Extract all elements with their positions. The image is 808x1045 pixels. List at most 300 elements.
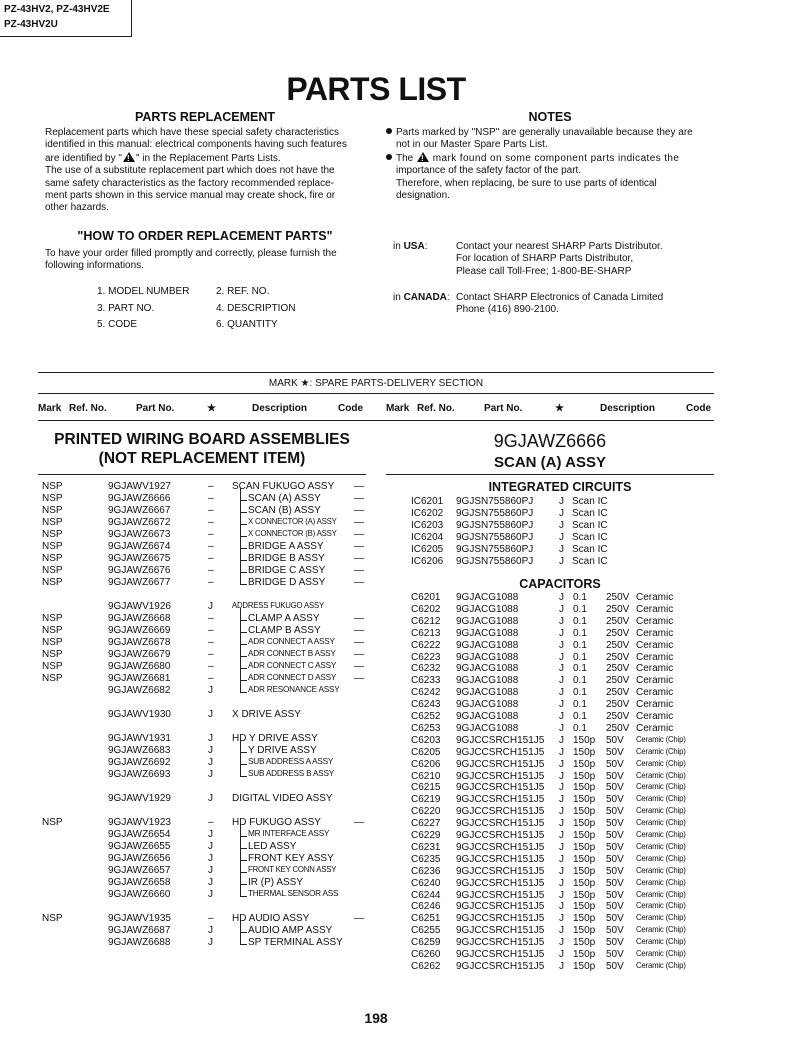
capacitor-row — [386, 925, 716, 937]
cell-part: 9GJCCSRCH151J5 — [456, 960, 545, 972]
cell-part: 9GJCCSRCH151J5 — [456, 841, 545, 853]
cell-volt: 50V — [606, 925, 624, 937]
ic-row — [386, 508, 716, 520]
cell-part: 9GJAWZ6654 — [108, 829, 171, 840]
cell-part: 9GJAWZ6692 — [108, 757, 171, 768]
cell-mark: NSP — [42, 637, 63, 648]
text-fragment: : — [446, 292, 450, 303]
usa-contact — [456, 241, 663, 278]
cell-star: J — [208, 889, 213, 900]
table-row — [38, 865, 368, 877]
cell-val: 150p — [573, 949, 596, 960]
cell-part: 9GJAWZ6688 — [108, 937, 171, 948]
cell-code: — — [354, 529, 364, 540]
cell-code: — — [354, 625, 364, 636]
cell-desc: SCAN (A) ASSY — [248, 493, 321, 504]
cell-ref: C6235 — [411, 853, 441, 865]
cell-part: 9GJACG1088 — [456, 651, 519, 663]
capacitor-row — [386, 901, 716, 913]
cell-code: — — [354, 913, 364, 924]
ic-row — [386, 544, 716, 556]
cell-volt: 50V — [606, 830, 624, 841]
cell-type: Ceramic (Chip) — [636, 949, 686, 958]
cell-star: J — [559, 889, 564, 901]
capacitor-row — [386, 818, 716, 830]
cell-val: 150p — [573, 889, 596, 901]
cell-star: J — [559, 507, 564, 519]
cell-star: J — [559, 675, 564, 687]
cell-desc: SCAN (B) ASSY — [248, 505, 321, 516]
cell-part: 9GJAWV1931 — [108, 733, 171, 744]
cell-val: 150p — [573, 770, 596, 782]
model-box — [0, 0, 132, 37]
notes-text — [386, 127, 716, 202]
table-row — [38, 649, 368, 661]
cell-desc: Scan IC — [572, 507, 608, 519]
divider — [38, 393, 714, 394]
col-header-code: Code — [686, 403, 711, 414]
cell-volt: 50V — [606, 770, 624, 782]
cell-val: 150p — [573, 758, 596, 770]
cell-ref: C6232 — [411, 663, 441, 675]
cell-val: 150p — [573, 877, 596, 889]
cell-part: 9GJCCSRCH151J5 — [456, 913, 545, 925]
col-header-star: ★ — [555, 403, 564, 414]
cell-desc: CLAMP A ASSY — [248, 613, 320, 624]
capacitor-row — [386, 747, 716, 759]
col-header-star: ★ — [207, 403, 216, 414]
cell-desc: IR (P) ASSY — [248, 877, 304, 888]
cell-star: J — [559, 758, 564, 770]
cell-type: Ceramic — [636, 675, 674, 687]
cell-star: J — [559, 687, 564, 699]
cell-volt: 50V — [606, 841, 624, 853]
bullet-icon — [386, 128, 392, 134]
cell-star: – — [208, 577, 214, 588]
cell-desc: BRIDGE C ASSY — [248, 565, 326, 576]
cell-val: 0.1 — [573, 627, 587, 639]
cell-code: — — [354, 481, 364, 492]
cell-part: 9GJSN755860PJ — [456, 519, 534, 531]
capacitor-row — [386, 878, 716, 890]
text-line: Replacement parts which have these special safety characteristics — [45, 127, 340, 138]
cell-desc: BRIDGE B ASSY — [248, 553, 325, 564]
table-row — [38, 733, 368, 745]
cell-code: — — [354, 565, 364, 576]
cell-part: 9GJCCSRCH151J5 — [456, 734, 545, 746]
cell-type: Ceramic — [636, 615, 674, 627]
cell-ref: C6242 — [411, 687, 441, 699]
cell-part: 9GJCCSRCH151J5 — [456, 949, 545, 960]
cell-volt: 50V — [606, 960, 624, 972]
text-line — [45, 152, 370, 165]
cell-desc: Scan IC — [572, 555, 608, 567]
cell-val: 0.1 — [573, 722, 587, 734]
scan-a-part-title: 9GJAWZ6666 — [493, 431, 607, 451]
cell-val: 150p — [573, 841, 596, 853]
cell-code: — — [354, 673, 364, 684]
cell-star: J — [559, 913, 564, 925]
cell-volt: 50V — [606, 734, 624, 746]
capacitor-row — [386, 652, 716, 664]
cell-star: J — [559, 853, 564, 865]
cell-star: – — [208, 817, 214, 828]
cell-star: – — [208, 565, 214, 576]
order-item: 3. PART NO. — [97, 303, 155, 314]
cell-part: 9GJACG1088 — [456, 639, 519, 651]
cell-part: 9GJSN755860PJ — [456, 543, 534, 555]
cell-part: 9GJAWZ6676 — [108, 565, 171, 576]
cell-type: Ceramic (Chip) — [636, 770, 686, 780]
text-line: importance of the safety factor of the part. — [396, 165, 582, 177]
cell-star: J — [559, 496, 564, 507]
cell-type: Ceramic — [636, 627, 674, 639]
cell-ref: C6201 — [411, 592, 441, 603]
cell-ref: C6212 — [411, 615, 441, 627]
cell-star: – — [208, 481, 214, 492]
cell-volt: 250V — [606, 675, 630, 687]
cell-part: 9GJACG1088 — [456, 592, 519, 603]
cell-star: J — [559, 746, 564, 758]
cell-desc: X CONNECTOR (B) ASSY — [248, 529, 337, 538]
cell-volt: 50V — [606, 806, 624, 818]
cell-code: — — [354, 649, 364, 660]
cell-star: J — [559, 711, 564, 722]
cell-part: 9GJAWZ6672 — [108, 517, 171, 528]
cell-type: Ceramic (Chip) — [636, 960, 686, 970]
cell-volt: 50V — [606, 782, 624, 794]
table-row — [38, 661, 368, 673]
cell-val: 150p — [573, 746, 596, 758]
cell-part: 9GJACG1088 — [456, 699, 519, 711]
cell-ref: C6253 — [411, 722, 441, 734]
text-line — [386, 152, 716, 165]
page-number: 198 — [364, 1010, 388, 1026]
cell-star: J — [208, 865, 213, 876]
how-to-order-heading: "HOW TO ORDER REPLACEMENT PARTS" — [77, 229, 333, 243]
text-line: not in our Master Spare Parts List. — [396, 139, 548, 151]
text-line: other hazards. — [45, 202, 109, 214]
cell-type: Ceramic (Chip) — [636, 925, 686, 935]
cell-part: 9GJAWZ6679 — [108, 649, 171, 660]
cell-star: J — [208, 925, 213, 936]
text-line — [386, 127, 716, 139]
cell-desc: ADDRESS FUKUGO ASSY — [232, 601, 324, 610]
cell-volt: 50V — [606, 758, 624, 770]
cell-desc: HD FUKUGO ASSY — [232, 817, 321, 828]
cell-type: Ceramic (Chip) — [636, 758, 686, 768]
cell-val: 150p — [573, 734, 596, 746]
cell-val: 150p — [573, 865, 596, 877]
order-item: 4. DESCRIPTION — [216, 303, 296, 314]
capacitor-row — [386, 890, 716, 902]
cell-ref: C6244 — [411, 889, 441, 901]
cell-code: — — [354, 637, 364, 648]
cell-part: 9GJSN755860PJ — [456, 531, 534, 543]
text-line: Phone (416) 890-2100. — [456, 304, 559, 316]
cell-code: — — [354, 493, 364, 504]
cell-ref: C6229 — [411, 830, 441, 841]
cell-star: J — [559, 543, 564, 555]
ic-heading: INTEGRATED CIRCUITS — [488, 480, 632, 494]
cell-type: Ceramic — [636, 711, 674, 722]
cell-val: 150p — [573, 782, 596, 794]
tree-connector — [240, 932, 247, 945]
cell-part: 9GJCCSRCH151J5 — [456, 865, 545, 877]
cell-part: 9GJAWZ6682 — [108, 685, 171, 696]
cell-ref: IC6201 — [411, 496, 444, 507]
cell-part: 9GJAWV1930 — [108, 709, 171, 720]
cell-val: 0.1 — [573, 687, 587, 699]
how-to-order-text — [45, 248, 375, 273]
cell-star: J — [559, 519, 564, 531]
cell-part: 9GJAWZ6687 — [108, 925, 171, 936]
cell-ref: C6231 — [411, 841, 441, 853]
tree-connector — [240, 764, 247, 777]
col-header-mark: Mark — [38, 403, 62, 414]
cell-desc: ADR CONNECT B ASSY — [248, 649, 336, 658]
cell-type: Ceramic (Chip) — [636, 794, 686, 804]
order-item: 6. QUANTITY — [216, 319, 278, 330]
cell-star: J — [559, 901, 564, 913]
capacitor-heading: CAPACITORS — [519, 577, 601, 591]
cell-star: J — [559, 627, 564, 639]
col-header-code: Code — [338, 403, 363, 414]
cell-part: 9GJACG1088 — [456, 663, 519, 675]
cell-star: J — [559, 592, 564, 603]
cell-desc: AUDIO AMP ASSY — [248, 925, 333, 936]
cell-part: 9GJAWZ6657 — [108, 865, 171, 876]
cell-code: — — [354, 577, 364, 588]
cell-val: 0.1 — [573, 592, 587, 603]
cell-part: 9GJCCSRCH151J5 — [456, 746, 545, 758]
cell-star: J — [559, 531, 564, 543]
cell-part: 9GJCCSRCH151J5 — [456, 818, 545, 830]
pwb-title: PRINTED WIRING BOARD ASSEMBLIES — [54, 431, 350, 448]
cell-star: J — [208, 769, 213, 780]
mark-legend: MARK ★: SPARE PARTS-DELIVERY SECTION — [268, 378, 484, 389]
cell-mark: NSP — [42, 493, 63, 504]
text-line: identified in this manual: electrical components having such features — [45, 139, 347, 151]
capacitor-row — [386, 640, 716, 652]
cell-type: Ceramic — [636, 639, 674, 651]
cell-star: J — [208, 601, 213, 612]
text-fragment: USA — [403, 241, 425, 252]
cell-star: J — [559, 806, 564, 818]
cell-type: Ceramic — [636, 722, 674, 734]
text-fragment: mark found on some component parts indicates the — [432, 152, 680, 164]
cell-val: 0.1 — [573, 651, 587, 663]
cell-desc: THERMAL SENSOR ASS — [248, 889, 339, 898]
text-fragment: " in the Replacement Parts Lists. — [135, 152, 281, 164]
cell-ref: C6202 — [411, 603, 441, 615]
divider — [38, 420, 714, 421]
capacitor-row — [386, 711, 716, 723]
parts-replacement-text — [45, 127, 370, 215]
capacitor-row — [386, 854, 716, 866]
text-line: same safety characteristics as the factory recommended replace- — [45, 177, 335, 189]
cell-type: Ceramic — [636, 699, 674, 711]
capacitor-row — [386, 628, 716, 640]
cell-part: 9GJAWZ6693 — [108, 769, 171, 780]
cell-star: – — [208, 673, 214, 684]
cell-volt: 250V — [606, 627, 630, 639]
cell-val: 0.1 — [573, 699, 587, 711]
table-row — [38, 541, 368, 553]
capacitor-row — [386, 937, 716, 949]
cell-star: J — [208, 793, 213, 804]
cell-part: 9GJAWZ6667 — [108, 505, 171, 516]
cell-desc: SUB ADDRESS B ASSY — [248, 769, 335, 778]
cell-volt: 250V — [606, 651, 630, 663]
cell-ref: C6215 — [411, 782, 441, 794]
cell-star: J — [559, 830, 564, 841]
cell-mark: NSP — [42, 625, 63, 636]
bullet-icon — [386, 154, 392, 160]
cell-desc: Scan IC — [572, 531, 608, 543]
cell-ref: C6203 — [411, 734, 441, 746]
model-line-1: PZ-43HV2, PZ-43HV2E — [4, 4, 110, 15]
cell-desc: ADR CONNECT A ASSY — [248, 637, 335, 646]
cell-type: Ceramic (Chip) — [636, 865, 686, 875]
cell-star: J — [559, 555, 564, 567]
cell-part: 9GJCCSRCH151J5 — [456, 877, 545, 889]
ic-row — [386, 556, 716, 568]
tree-connector — [240, 680, 247, 693]
cell-val: 150p — [573, 960, 596, 972]
cell-part: 9GJCCSRCH151J5 — [456, 901, 545, 913]
warning-triangle-icon — [417, 152, 429, 162]
cell-star: J — [559, 865, 564, 877]
cell-part: 9GJSN755860PJ — [456, 507, 534, 519]
cell-star: J — [208, 685, 213, 696]
table-row — [38, 889, 368, 901]
col-header-part: Part No. — [136, 403, 175, 414]
warning-triangle-icon — [123, 152, 135, 162]
cell-part: 9GJCCSRCH151J5 — [456, 889, 545, 901]
cell-type: Ceramic (Chip) — [636, 853, 686, 863]
text-line: following informations. — [45, 260, 144, 272]
cell-volt: 50V — [606, 746, 624, 758]
divider — [386, 474, 714, 475]
cell-type: Ceramic (Chip) — [636, 830, 686, 839]
cell-ref: C6236 — [411, 865, 441, 877]
pwb-subtitle: (NOT REPLACEMENT ITEM) — [98, 450, 306, 467]
cell-star: J — [559, 782, 564, 794]
cell-part: 9GJAWZ6677 — [108, 577, 171, 588]
text-line: The use of a substitute replacement part which does not have the — [45, 165, 335, 177]
text-line: To have your order filled promptly and correctly, please furnish the — [45, 248, 337, 259]
cell-ref: C6240 — [411, 877, 441, 889]
cell-part: 9GJACG1088 — [456, 711, 519, 722]
cell-desc: BRIDGE A ASSY — [248, 541, 324, 552]
cell-mark: NSP — [42, 673, 63, 684]
capacitor-row — [386, 866, 716, 878]
cell-type: Ceramic — [636, 603, 674, 615]
capacitor-row — [386, 961, 716, 973]
cell-part: 9GJAWZ6674 — [108, 541, 171, 552]
ic-row — [386, 496, 716, 508]
cell-volt: 50V — [606, 877, 624, 889]
cell-part: 9GJACG1088 — [456, 675, 519, 687]
tree-connector — [240, 572, 247, 585]
canada-label — [393, 292, 450, 304]
table-row — [38, 769, 368, 781]
cell-star: – — [208, 913, 214, 924]
cell-volt: 50V — [606, 913, 624, 925]
cell-star: J — [559, 663, 564, 675]
cell-part: 9GJCCSRCH151J5 — [456, 770, 545, 782]
cell-desc: Scan IC — [572, 496, 608, 507]
cell-ref: C6220 — [411, 806, 441, 818]
table-row — [38, 625, 368, 637]
cell-code: — — [354, 817, 364, 828]
cell-part: 9GJACG1088 — [456, 687, 519, 699]
table-row — [38, 637, 368, 649]
text-line: designation. — [396, 190, 450, 202]
notes-heading: NOTES — [528, 110, 572, 124]
cell-ref: C6210 — [411, 770, 441, 782]
cell-star: J — [559, 937, 564, 949]
cell-star: J — [559, 603, 564, 615]
capacitor-row — [386, 949, 716, 961]
cell-mark: NSP — [42, 505, 63, 516]
table-row — [38, 829, 368, 841]
cell-desc: Scan IC — [572, 519, 608, 531]
cell-val: 0.1 — [573, 615, 587, 627]
cell-part: 9GJAWZ6678 — [108, 637, 171, 648]
cell-mark: NSP — [42, 613, 63, 624]
cell-star: J — [559, 651, 564, 663]
cell-star: – — [208, 661, 214, 672]
col-header-desc: Description — [600, 403, 656, 414]
table-row — [38, 613, 368, 625]
cell-desc: FRONT KEY ASSY — [248, 853, 334, 864]
cell-volt: 250V — [606, 663, 630, 675]
cell-ref: IC6202 — [411, 507, 444, 519]
cell-type: Ceramic — [636, 663, 674, 675]
cell-mark: NSP — [42, 661, 63, 672]
cell-type: Ceramic (Chip) — [636, 937, 686, 947]
cell-code: — — [354, 541, 364, 552]
table-row — [38, 745, 368, 757]
cell-part: 9GJAWZ6673 — [108, 529, 171, 540]
cell-ref: C6223 — [411, 651, 441, 663]
cell-star: J — [559, 841, 564, 853]
cell-code: — — [354, 661, 364, 672]
cell-type: Ceramic (Chip) — [636, 734, 686, 744]
text-fragment: in — [393, 241, 404, 252]
cell-code: — — [354, 613, 364, 624]
cell-part: 9GJACG1088 — [456, 627, 519, 639]
cell-star: J — [559, 949, 564, 960]
cell-volt: 50V — [606, 889, 624, 901]
cell-val: 150p — [573, 818, 596, 830]
cell-star: – — [208, 493, 214, 504]
cell-val: 150p — [573, 925, 596, 937]
cell-volt: 50V — [606, 865, 624, 877]
table-row — [38, 793, 368, 805]
cell-star: – — [208, 541, 214, 552]
cell-part: 9GJAWV1929 — [108, 793, 171, 804]
cell-ref: IC6206 — [411, 555, 444, 567]
cell-part: 9GJAWZ6655 — [108, 841, 171, 852]
cell-val: 0.1 — [573, 711, 587, 722]
cell-part: 9GJCCSRCH151J5 — [456, 937, 545, 949]
table-row — [38, 685, 368, 697]
cell-part: 9GJCCSRCH151J5 — [456, 782, 545, 794]
cell-star: J — [208, 937, 213, 948]
